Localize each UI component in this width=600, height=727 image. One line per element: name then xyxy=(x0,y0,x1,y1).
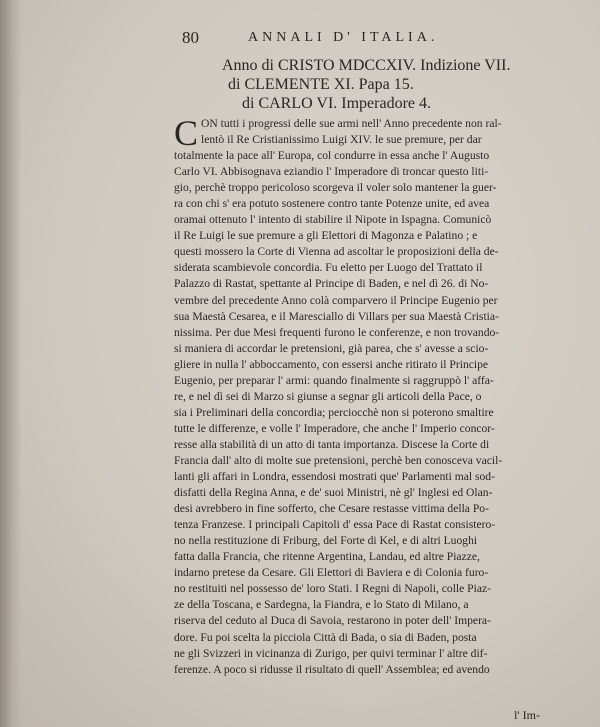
text-line: Palazzo di Rastat, spettante al Principe di Baden, e nel dì 26. di No- xyxy=(174,277,489,291)
text-line: gliere in nulla l' abboccamento, con essersi anche ritirato il Principe xyxy=(174,357,489,371)
running-title: ANNALI D' ITALIA. xyxy=(248,30,439,45)
text-line: siderata scambievole concordia. Fu eletto per Luogo del Trattato il xyxy=(174,261,483,275)
text-line: si maniera di accordar le pretensioni, già parea, che s' avesse a scio- xyxy=(174,341,489,355)
text-line: questi mossero la Corte di Vienna ad ascoltar le proposizioni della de- xyxy=(174,245,499,259)
year-heading xyxy=(222,56,562,113)
text-line: lentò il Re Cristianissimo Luigi XIV. le sue premure, per dar xyxy=(201,133,482,147)
running-head xyxy=(182,28,502,50)
text-line: fatta dalla Francia, che ritenne Argentina, Landau, ed altre Piazze, xyxy=(174,550,480,564)
text-line: disfatti della Regina Anna, e de' suoi Ministri, nè gl' Inglesi ed Olan- xyxy=(174,486,493,500)
text-line: oramai ottenuto l' intento di stabilire il Nipote in Ispagna. Comunicò xyxy=(174,213,492,227)
text-line: ra con chi s' era potuto sostenere contro tante Potenze unite, ed avea xyxy=(174,197,490,211)
text-line: ne gli Svizzeri in vicinanza di Zurigo, per quivi terminar l' altre dif- xyxy=(174,646,488,660)
year-heading-line-2: di CLEMENTE XI. Papa 15. xyxy=(228,76,414,93)
text-line: sua Maestà Cesarea, e il Maresciallo di Villars per sua Maestà Cristia- xyxy=(174,309,499,323)
drop-cap: C xyxy=(174,113,199,153)
text-line: tenza Franzese. I principali Capitoli d' essa Pace di Rastat consistero- xyxy=(174,518,496,532)
text-line: nissima. Per due Mesi frequenti furono le conferenze, e non trovando- xyxy=(174,325,500,339)
text-line: Eugenio, per preparar l' armi: quando finalmente si raggruppò l' affa- xyxy=(174,373,494,387)
text-line: riserva del ceduto al Duca di Savoia, restarono in poter dell' Impera- xyxy=(174,614,491,628)
year-heading-line-3: di CARLO VI. Imperadore 4. xyxy=(242,95,431,112)
page-gutter-shadow xyxy=(0,0,22,727)
text-line: dore. Fu poi scelta la picciola Città di Bada, o sia di Baden, posta xyxy=(174,630,477,644)
text-line: ze della Toscana, e Sardegna, la Fiandra, e lo Stato di Milano, a xyxy=(174,598,469,612)
text-line: totalmente la pace all' Europa, col condurre in essa anche l' Augusto xyxy=(174,149,490,163)
text-line: no restituiti nel possesso de' loro Stati. I Regni di Napoli, colle Piaz- xyxy=(174,582,492,596)
body-text xyxy=(174,113,538,678)
text-line: sia i Preliminari della concordia; perciocchè non si poterono smaltire xyxy=(174,405,494,419)
text-line: ON tutti i progressi delle sue armi nell' Anno precedente non ral- xyxy=(201,117,502,130)
text-line: gio, perchè troppo pericoloso scorgeva il voler solo mantener la guer- xyxy=(174,181,497,195)
body-lines xyxy=(174,113,538,678)
text-line: no nella restituzione di Friburg, del Forte di Kel, e di altri Luoghi xyxy=(174,534,478,548)
text-line: il Re Luigi le sue premure a gli Elettori di Magonza e Palatino ; e xyxy=(174,229,478,243)
text-line: Francia dall' alto di molte sue pretensioni, perchè ben conosceva vacil- xyxy=(174,453,503,467)
text-line: desi avrebbero in fine sofferto, che Cesare restasse vittima della Po- xyxy=(174,502,489,516)
text-line: resse alla stabilità di un atto di tanta importanza. Discese la Corte di xyxy=(174,437,490,451)
text-line: vembre del precedente Anno colà comparvero il Principe Eugenio per xyxy=(174,293,498,307)
text-line: tutte le differenze, e volle l' Imperadore, che anche l' Imperio concor- xyxy=(174,421,495,435)
text-line: re, e nel dì sei di Marzo si giunse a segnar gli articoli della Pace, o xyxy=(174,389,482,403)
year-heading-line-1: Anno di CRISTO MDCCXIV. Indizione VII. xyxy=(222,57,511,74)
text-line: ferenze. A poco si ridusse il risultato di quell' Assemblea; ed avendo xyxy=(174,662,490,676)
text-line: Carlo VI. Abbisognava eziandio l' Imperadore di troncar questo liti- xyxy=(174,165,489,179)
text-line: lanti gli affari in Londra, essendosi mostrati que' Parlamenti mal sod- xyxy=(174,470,495,484)
page-number: 80 xyxy=(182,28,199,47)
catchword: l' Im- xyxy=(514,708,540,722)
text-line: indarno pretese da Cesare. Gli Elettori di Baviera e di Colonia furo- xyxy=(174,566,489,580)
